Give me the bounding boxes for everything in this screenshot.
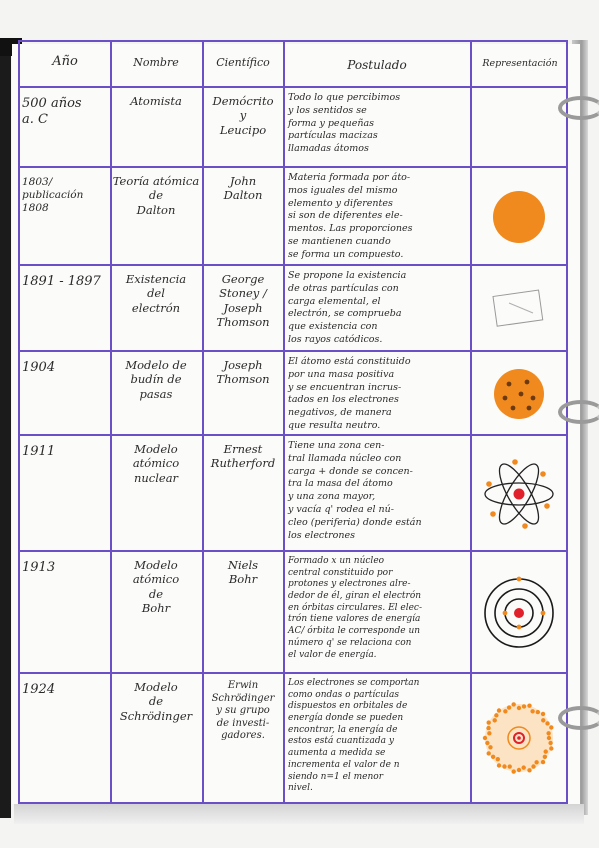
postulate-line: AC/ órbita le corresponde un — [288, 626, 421, 637]
postulate-line: siendo n=1 el menor — [288, 771, 384, 782]
cell-year — [22, 560, 108, 576]
cloud-dot — [541, 760, 545, 764]
nucleus — [514, 489, 525, 500]
postulate-line: trón tiene valores de energía — [288, 614, 421, 625]
name-line: Existencia — [125, 272, 187, 286]
name-line: Modelo — [134, 558, 178, 572]
electron-dot — [525, 380, 530, 385]
cloud-dot — [487, 720, 491, 724]
postulate-line: y vacía q' rodea el nú- — [288, 504, 394, 516]
scientist-line: John — [229, 174, 257, 188]
cloud-dot — [483, 736, 487, 740]
postulate-line: número q' se relaciona con — [288, 637, 412, 648]
cell-name — [112, 94, 200, 108]
cloud-dot — [545, 721, 549, 725]
electron-dot — [517, 625, 522, 630]
cloud-dot — [544, 749, 548, 753]
sphere-shape — [493, 191, 545, 243]
name-line: de — [148, 188, 164, 203]
year-line: 1904 — [22, 360, 56, 375]
grid-line — [18, 434, 568, 436]
postulate-line: estos está cuantizada y — [288, 736, 394, 747]
cell-year — [22, 682, 108, 698]
cell-postulate — [288, 270, 468, 347]
cell-scientist — [204, 680, 282, 743]
electron-dot — [517, 577, 522, 582]
representation-cathode-tube-sketch-icon — [472, 268, 566, 350]
name-line: Schrödinger — [119, 708, 193, 723]
scientist-line: y — [239, 108, 247, 123]
postulate-line: negativos, de manera — [288, 407, 392, 419]
postulate-line: Tiene una zona cen- — [288, 440, 385, 451]
cell-year — [22, 444, 108, 460]
postulate-line: y una zona mayor, — [288, 491, 376, 503]
cloud-dot — [511, 769, 515, 773]
cloud-dot — [541, 712, 545, 716]
grid-line — [18, 672, 568, 674]
postulate-line: partículas macizas — [288, 130, 378, 142]
electron-dot — [527, 406, 532, 411]
postulate-line: y se encuentran incrus- — [288, 381, 402, 393]
cloud-dot — [491, 755, 495, 759]
cell-name — [112, 680, 200, 723]
name-line: Teoría atómica — [112, 174, 200, 188]
representation-orbital-cloud-icon — [472, 676, 566, 800]
representation-bohr-atom-icon — [472, 554, 566, 672]
cloud-dot — [549, 746, 553, 750]
cell-year — [22, 360, 108, 376]
cloud-dot — [548, 741, 552, 745]
cloud-dot — [522, 704, 526, 708]
postulate-line: los rayos catódicos. — [288, 334, 383, 346]
postulate-line: nivel. — [288, 783, 313, 794]
postulate-line: dedor de él, giran el electrón — [288, 591, 422, 602]
postulate-line: los electrones — [288, 529, 355, 541]
cell-name — [112, 272, 200, 315]
postulate-line: el valor de energía. — [288, 649, 377, 660]
cloud-dot — [502, 764, 506, 768]
cloud-dot — [517, 768, 521, 772]
electron-dot — [540, 471, 546, 477]
postulate-line: aumenta a medida se — [288, 748, 386, 759]
postulate-line: si son de diferentes ele- — [288, 210, 403, 222]
scientist-line: Bohr — [228, 572, 258, 587]
postulate-line: que existencia con — [288, 321, 378, 333]
scientist-line: Dalton — [223, 188, 263, 203]
name-line: Modelo — [134, 680, 178, 694]
postulate-line: y los sentidos se — [288, 104, 367, 116]
cloud-dot — [521, 765, 525, 769]
postulate-line: Formado x un núcleo — [288, 556, 385, 566]
name-line: de — [148, 694, 164, 709]
scientist-line: Joseph — [223, 300, 263, 315]
cell-scientist — [204, 272, 282, 330]
cell-scientist — [204, 174, 282, 203]
cloud-dot — [530, 709, 534, 713]
cell-postulate — [288, 678, 468, 795]
name-line: nuclear — [133, 470, 179, 485]
electron-dot — [519, 392, 524, 397]
nucleus — [517, 736, 521, 740]
electron-dot — [511, 406, 516, 411]
name-line: electrón — [131, 300, 181, 315]
name-line: Modelo — [134, 442, 178, 456]
year-line: 1924 — [22, 682, 56, 697]
postulate-line: central constituido por — [288, 567, 393, 578]
scientist-line: Thomson — [216, 315, 270, 330]
cell-postulate — [288, 440, 468, 543]
year-line: 1803/ — [22, 176, 53, 188]
postulate-line: Todo lo que percibimos — [288, 92, 401, 103]
scientist-line: Thomson — [216, 372, 270, 387]
representation-plum-pudding-icon — [472, 354, 566, 434]
cell-year — [22, 274, 108, 290]
postulate-line: energía donde se pueden — [288, 713, 404, 724]
cloud-dot — [527, 703, 531, 707]
name-line: del — [147, 286, 165, 301]
postulate-line: carga + donde se concen- — [288, 465, 413, 477]
name-line: Bohr — [141, 601, 171, 616]
cell-postulate — [288, 92, 468, 156]
electron-dot — [531, 396, 536, 401]
scientist-line: Joseph — [223, 358, 263, 372]
electron-dot — [507, 382, 512, 387]
postulate-line: se forma un compuesto. — [288, 248, 404, 260]
grid-line — [18, 40, 568, 42]
cloud-dot — [546, 731, 550, 735]
nucleus — [514, 608, 524, 618]
cloud-dot — [494, 713, 498, 717]
scientist-line: George — [221, 272, 265, 286]
cloud-dot — [487, 751, 491, 755]
year-line: 1891 - 1897 — [22, 274, 101, 289]
postulate-line: tral llamada núcleo con — [288, 452, 402, 464]
header-representacion: Representación — [482, 58, 558, 69]
binder-edge — [0, 38, 11, 818]
representation-orange-sphere-icon — [472, 170, 566, 264]
scientist-line: de investi- — [216, 717, 270, 729]
postulate-line: Los electrones se comportan — [288, 678, 420, 688]
postulate-line: de otras partículas con — [288, 282, 399, 294]
cloud-dot — [547, 736, 551, 740]
name-line: de — [148, 586, 164, 601]
cell-postulate — [288, 556, 468, 661]
year-line: 1913 — [22, 560, 56, 575]
cell-postulate — [288, 356, 468, 433]
electron-dot — [503, 611, 508, 616]
scientist-line: Demócrito — [212, 94, 274, 108]
header-nombre: Nombre — [133, 56, 179, 69]
cloud-dot — [543, 755, 547, 759]
electron-dot — [512, 459, 518, 465]
scientist-line: Rutherford — [210, 456, 276, 471]
postulate-line: Materia formada por áto- — [288, 172, 411, 183]
cell-scientist — [204, 358, 282, 387]
cloud-dot — [503, 709, 507, 713]
year-line: publicación 1808 — [22, 189, 84, 215]
tube-ray — [509, 303, 533, 313]
postulate-line: tados en los electrones — [288, 394, 399, 406]
electron-dot — [503, 396, 508, 401]
cloud-dot — [497, 763, 501, 767]
postulate-line: El átomo está constituido — [288, 356, 411, 367]
electron-dot — [522, 523, 528, 529]
cloud-dot — [488, 745, 492, 749]
binder-ring-icon — [558, 96, 599, 120]
cell-year — [22, 96, 108, 129]
postulate-line: electrón, se comprueba — [288, 308, 402, 320]
cell-name — [112, 174, 200, 217]
grid-line — [18, 86, 568, 88]
scientist-line: gadores. — [221, 730, 265, 741]
page-bottom-shadow — [14, 804, 584, 824]
grid-line — [18, 264, 568, 266]
cloud-dot — [549, 725, 553, 729]
name-line: atómico — [132, 572, 180, 587]
name-line: budín de — [130, 372, 182, 387]
postulate-line: por una masa positiva — [288, 368, 395, 380]
postulate-line: llamadas átomos — [288, 143, 369, 155]
cloud-dot — [531, 764, 535, 768]
postulate-line: en órbitas circulares. El elec- — [288, 602, 422, 613]
grid-line — [18, 550, 568, 552]
tube-outline — [493, 290, 543, 326]
year-line: 500 años — [22, 96, 82, 111]
cloud-dot — [508, 764, 512, 768]
header-postulado: Postulado — [347, 58, 407, 72]
cloud-dot — [536, 710, 540, 714]
postulate-line: dispuestos en orbitales de — [288, 701, 408, 712]
cloud-dot — [517, 706, 521, 710]
scientist-line: y su grupo — [216, 705, 270, 716]
cell-name — [112, 558, 200, 616]
cloud-dot — [534, 760, 538, 764]
cloud-dot — [496, 757, 500, 761]
cloud-dot — [485, 741, 489, 745]
postulate-line: mentos. Las proporciones — [288, 223, 413, 235]
grid-line — [283, 40, 285, 804]
electron-dot — [486, 481, 492, 487]
postulate-line: como ondas o partículas — [288, 689, 399, 700]
grid-line — [18, 40, 20, 804]
cloud-dot — [497, 708, 501, 712]
cell-name — [112, 442, 200, 485]
grid-line — [18, 350, 568, 352]
year-line: a. C — [22, 112, 48, 128]
postulate-line: que resulta neutro. — [288, 420, 381, 432]
cloud-dot — [493, 718, 497, 722]
postulate-line: se mantienen cuando — [288, 236, 391, 248]
electron-dot — [541, 611, 546, 616]
electron-dot — [490, 511, 496, 517]
scientist-line: Ernest — [223, 442, 263, 456]
scientist-line: Schrödinger — [211, 692, 275, 704]
grid-line — [18, 166, 568, 168]
postulate-line: incrementa el valor de n — [288, 759, 400, 770]
cloud-dot — [486, 726, 490, 730]
scientist-line: Niels — [227, 558, 259, 572]
cloud-dot — [487, 731, 491, 735]
header-anio: Año — [52, 54, 78, 69]
name-line: pasas — [139, 386, 173, 401]
postulate-line: mos iguales del mismo — [288, 184, 398, 196]
cell-name — [112, 358, 200, 401]
representation-rutherford-atom-icon — [472, 438, 566, 550]
year-line: 1911 — [22, 444, 56, 459]
postulate-line: Se propone la existencia — [288, 270, 407, 281]
postulate-line: elemento y diferentes — [288, 197, 393, 209]
postulate-line: tra la masa del átomo — [288, 478, 393, 490]
postulate-line: protones y electrones alre- — [288, 579, 411, 590]
name-line: Atomista — [130, 94, 182, 108]
name-line: Dalton — [136, 202, 176, 217]
electron-dot — [544, 503, 550, 509]
cloud-dot — [507, 705, 511, 709]
scientist-line: Leucipo — [219, 122, 267, 137]
postulate-line: cleo (periferia) donde están — [288, 516, 422, 528]
header-cientifico: Científico — [216, 56, 270, 69]
cell-year — [22, 176, 108, 215]
cell-postulate — [288, 172, 468, 262]
scientist-line: Stoney / — [219, 286, 267, 301]
scientist-line: Erwin — [227, 680, 259, 691]
cloud-dot — [511, 702, 515, 706]
name-line: atómico — [132, 456, 180, 471]
cell-scientist — [204, 442, 282, 471]
postulate-line: forma y pequeñas — [288, 117, 375, 129]
cell-scientist — [204, 94, 282, 137]
name-line: Modelo de — [125, 358, 187, 372]
cell-scientist — [204, 558, 282, 587]
cloud-dot — [541, 718, 545, 722]
postulate-line: encontrar, la energía de — [288, 724, 398, 735]
cloud-dot — [527, 768, 531, 772]
postulate-line: carga elemental, el — [288, 295, 381, 307]
grid-line — [18, 802, 568, 804]
